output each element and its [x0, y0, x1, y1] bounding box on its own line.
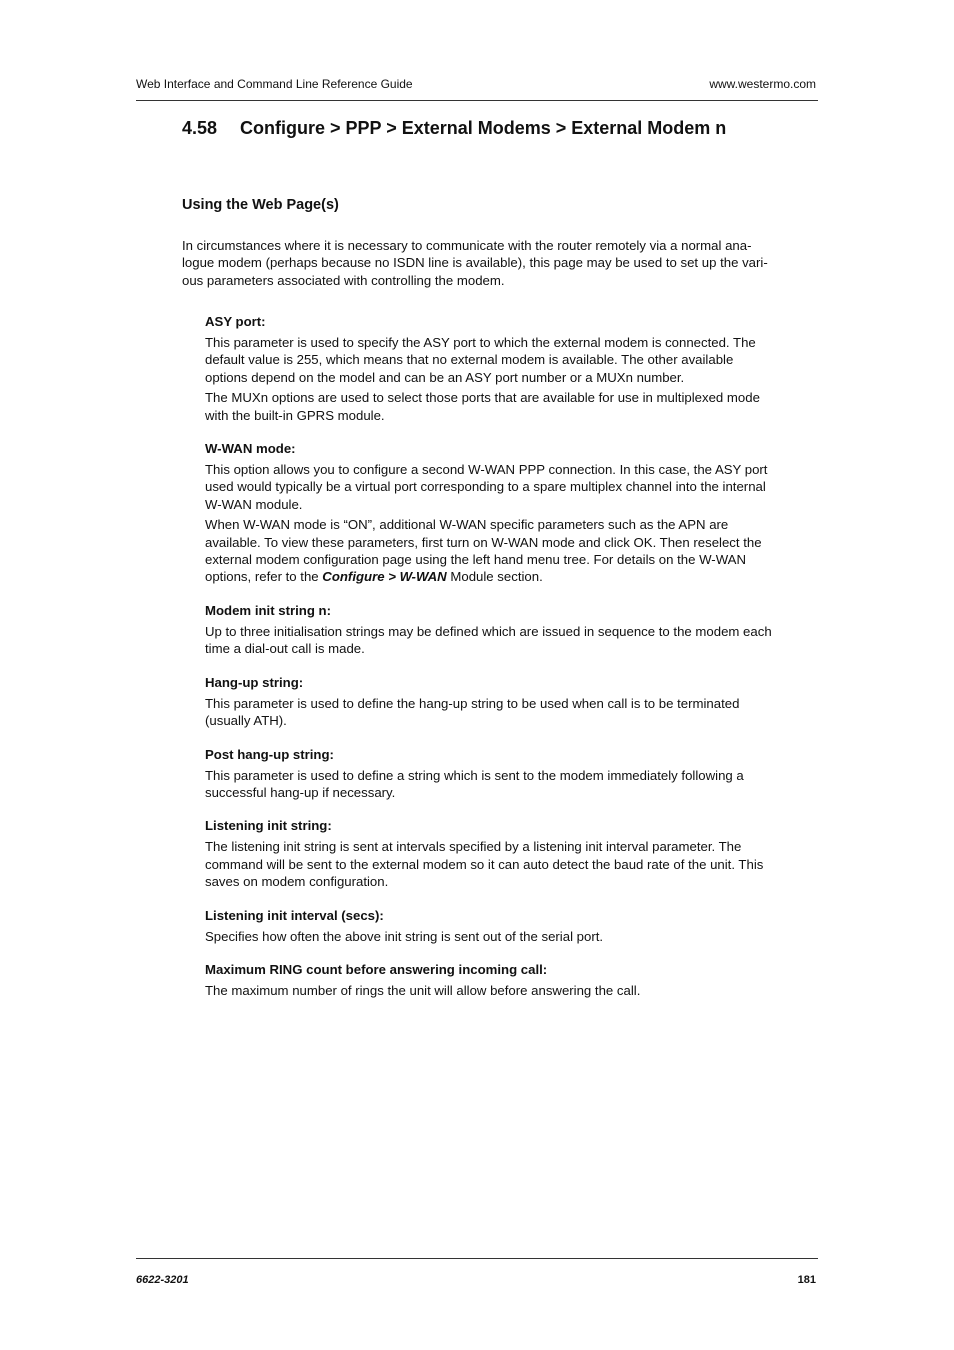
running-header-url: www.westermo.com [709, 77, 816, 91]
param-description: The MUXn options are used to select those ports that are available for use in multiplexed mode with the built-in GPRS module. [205, 390, 760, 423]
param-listening-init-string [205, 817, 775, 890]
param-name: Maximum RING count before answering incoming call: [205, 961, 548, 977]
param-listening-init-interval [205, 907, 775, 945]
param-name: Hang-up string: [205, 674, 304, 690]
param-modem-init-string [205, 602, 775, 658]
param-description: Up to three initialisation strings may be defined which are issued in sequence to the modem each time a dial-out call is made. [205, 623, 772, 657]
section-number: 4.58 [182, 118, 218, 138]
param-name: Listening init string: [205, 818, 332, 834]
param-name: ASY port: [205, 314, 266, 329]
param-max-ring-count [205, 961, 775, 999]
param-description: This parameter is used to define a string which is sent to the modem immediately following a successful hang-up if necessary. [205, 767, 744, 800]
param-description: The listening init string is sent at intervals specified by a listening init interval parameter. The command will be sent to the external modem so it can auto detect the baud rate of the unit. This saves on modem configuration. [205, 839, 764, 890]
param-text-before: When W-WAN mode is “ON”, additional W-WAN specific parameters such as the APN are available. To view these parameters, first turn on W-WAN mode and click OK. Then reselect the external modem configuration page using the left hand menu tree. For details on the W-WAN options, refer to the [205, 517, 762, 585]
intro-paragraph: In circumstances where it is necessary to communicate with the router remotely via a normal ana-logue modem (perhaps because no ISDN line is available), this page may be used to set up the vari-ous parameters associated with controlling the modem. [182, 238, 768, 288]
param-description: This parameter is used to define the hang-up string to be used when call is to be terminated (usually ATH). [205, 695, 740, 729]
param-text-after: Module section. [446, 569, 543, 585]
param-name: Listening init interval (secs): [205, 907, 384, 923]
param-asy-port [205, 313, 775, 424]
section-heading [182, 118, 726, 139]
menu-path-reference: Configure > W-WAN [322, 569, 447, 585]
subsection-heading: Using the Web Page(s) [182, 197, 339, 213]
param-name: W-WAN mode: [205, 441, 296, 457]
param-description: Specifies how often the above init string is sent out of the serial port. [205, 928, 604, 944]
running-header-title: Web Interface and Command Line Reference Guide [136, 77, 413, 91]
parameter-list [205, 313, 775, 1015]
page-number: 181 [797, 1274, 816, 1286]
param-hang-up-string [205, 674, 775, 730]
param-wwan-mode [205, 440, 775, 586]
param-description: This option allows you to configure a second W-WAN PPP connection. In this case, the ASY port used would typically be a virtual port corresponding to a spare multiplex channel into the internal W-WAN module. [205, 462, 768, 512]
document-number: 6622-3201 [136, 1274, 189, 1286]
param-description [205, 516, 775, 586]
header-rule [136, 100, 818, 101]
param-post-hang-up-string [205, 746, 775, 802]
param-name: Modem init string n: [205, 602, 332, 618]
section-title-text: Configure > PPP > External Modems > External Modem n [240, 118, 727, 138]
param-description: This parameter is used to specify the ASY port to which the external modem is connected. The default value is 255, which means that no external modem is available. The other available options depend on the model and can be an ASY port number or a MUXn number. [205, 335, 756, 385]
param-name: Post hang-up string: [205, 746, 334, 762]
footer-rule [136, 1258, 818, 1259]
param-description: The maximum number of rings the unit will allow before answering the call. [205, 982, 641, 998]
